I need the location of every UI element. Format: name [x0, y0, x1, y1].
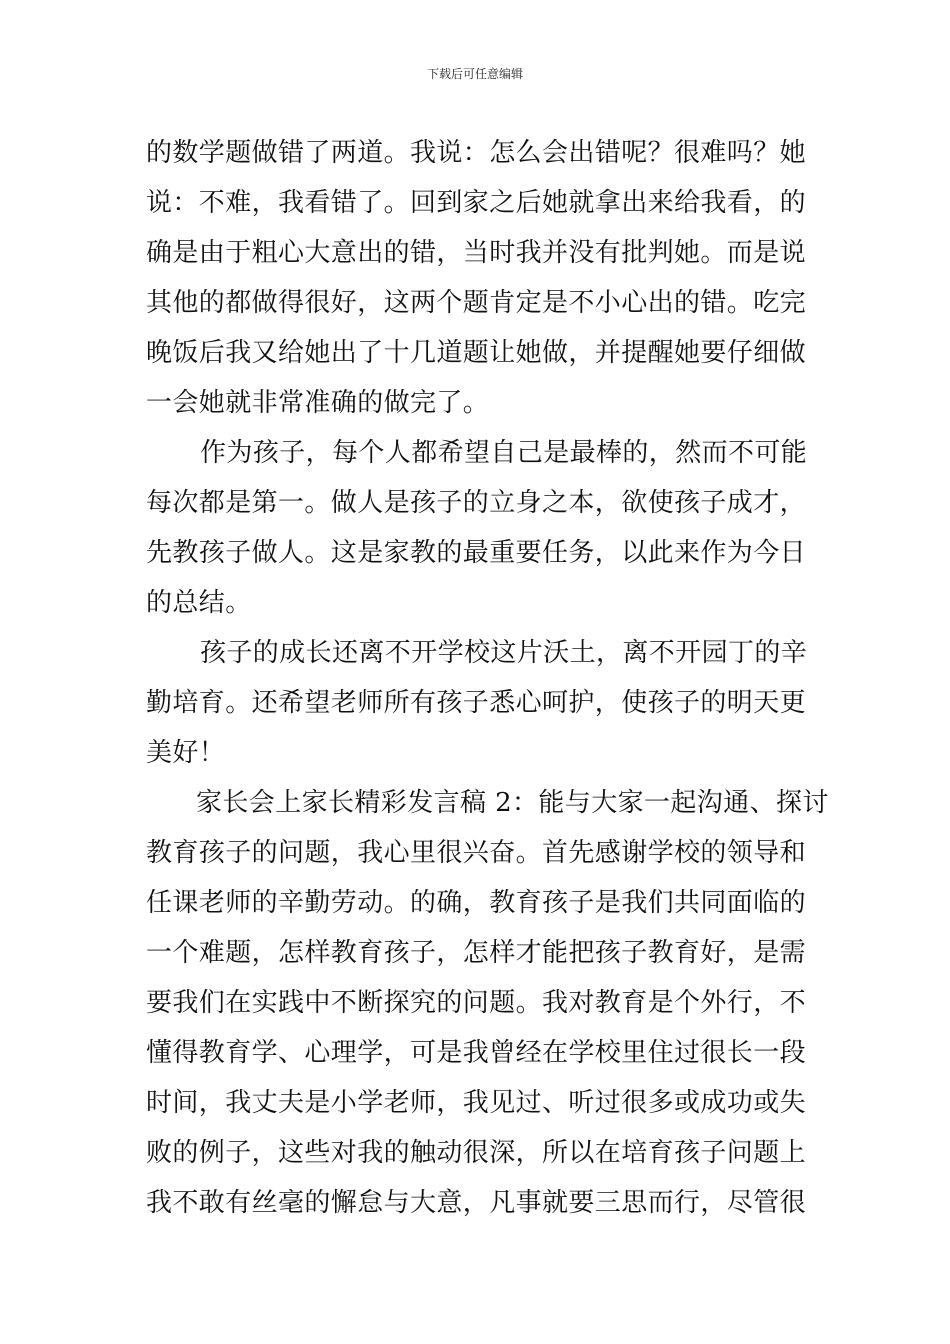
- text-line: 败的例子，这些对我的触动很深，所以在培育孩子问题上: [146, 1138, 807, 1168]
- text-line: 晚饭后我又给她出了十几道题让她做，并提醒她要仔细做: [146, 338, 807, 368]
- text-line: 的总结。: [146, 588, 252, 618]
- text-line: 我不敢有丝毫的懈怠与大意，凡事就要三思而行，尽管很: [146, 1188, 807, 1218]
- text-line: 要我们在实践中不断探究的问题。我对教育是个外行，不: [146, 988, 807, 1018]
- text-line: 家长会上家长精彩发言稿 2：能与大家一起沟通、探讨: [196, 788, 829, 818]
- text-line: 说：不难，我看错了。回到家之后她就拿出来给我看，的: [146, 188, 807, 218]
- paragraph-1: [146, 128, 812, 428]
- text-line: 一个难题，怎样教育孩子，怎样才能把孩子教育好，是需: [146, 938, 807, 968]
- page-header: 下载后可任意编辑: [426, 67, 523, 81]
- paragraph-4: [146, 778, 829, 1228]
- text-line: 一会她就非常准确的做完了。: [146, 388, 490, 418]
- text-line: 勤培育。还希望老师所有孩子悉心呵护，使孩子的明天更: [146, 688, 807, 718]
- text-line: 时间，我丈夫是小学老师，我见过、听过很多或成功或失: [146, 1088, 807, 1118]
- text-line: 每次都是第一。做人是孩子的立身之本，欲使孩子成才，: [146, 488, 807, 518]
- text-line: 懂得教育学、心理学，可是我曾经在学校里住过很长一段: [146, 1038, 807, 1068]
- text-line: 确是由于粗心大意出的错，当时我并没有批判她。而是说: [146, 238, 807, 268]
- text-line: 任课老师的辛勤劳动。的确，教育孩子是我们共同面临的: [146, 888, 807, 918]
- text-line: 的数学题做错了两道。我说：怎么会出错呢？很难吗？她: [146, 138, 807, 168]
- text-line: 孩子的成长还离不开学校这片沃土，离不开园丁的辛: [200, 638, 808, 668]
- text-line: 先教孩子做人。这是家教的最重要任务，以此来作为今日: [146, 538, 807, 568]
- text-line: 教育孩子的问题，我心里很兴奋。首先感谢学校的领导和: [146, 838, 807, 868]
- text-line: 其他的都做得很好，这两个题肯定是不小心出的错。吃完: [146, 288, 807, 318]
- document-body: [146, 128, 829, 1228]
- text-line: 美好！: [146, 738, 226, 768]
- paragraph-3: [146, 628, 812, 778]
- paragraph-2: [146, 428, 812, 628]
- text-line: 作为孩子，每个人都希望自己是最棒的，然而不可能: [200, 438, 808, 468]
